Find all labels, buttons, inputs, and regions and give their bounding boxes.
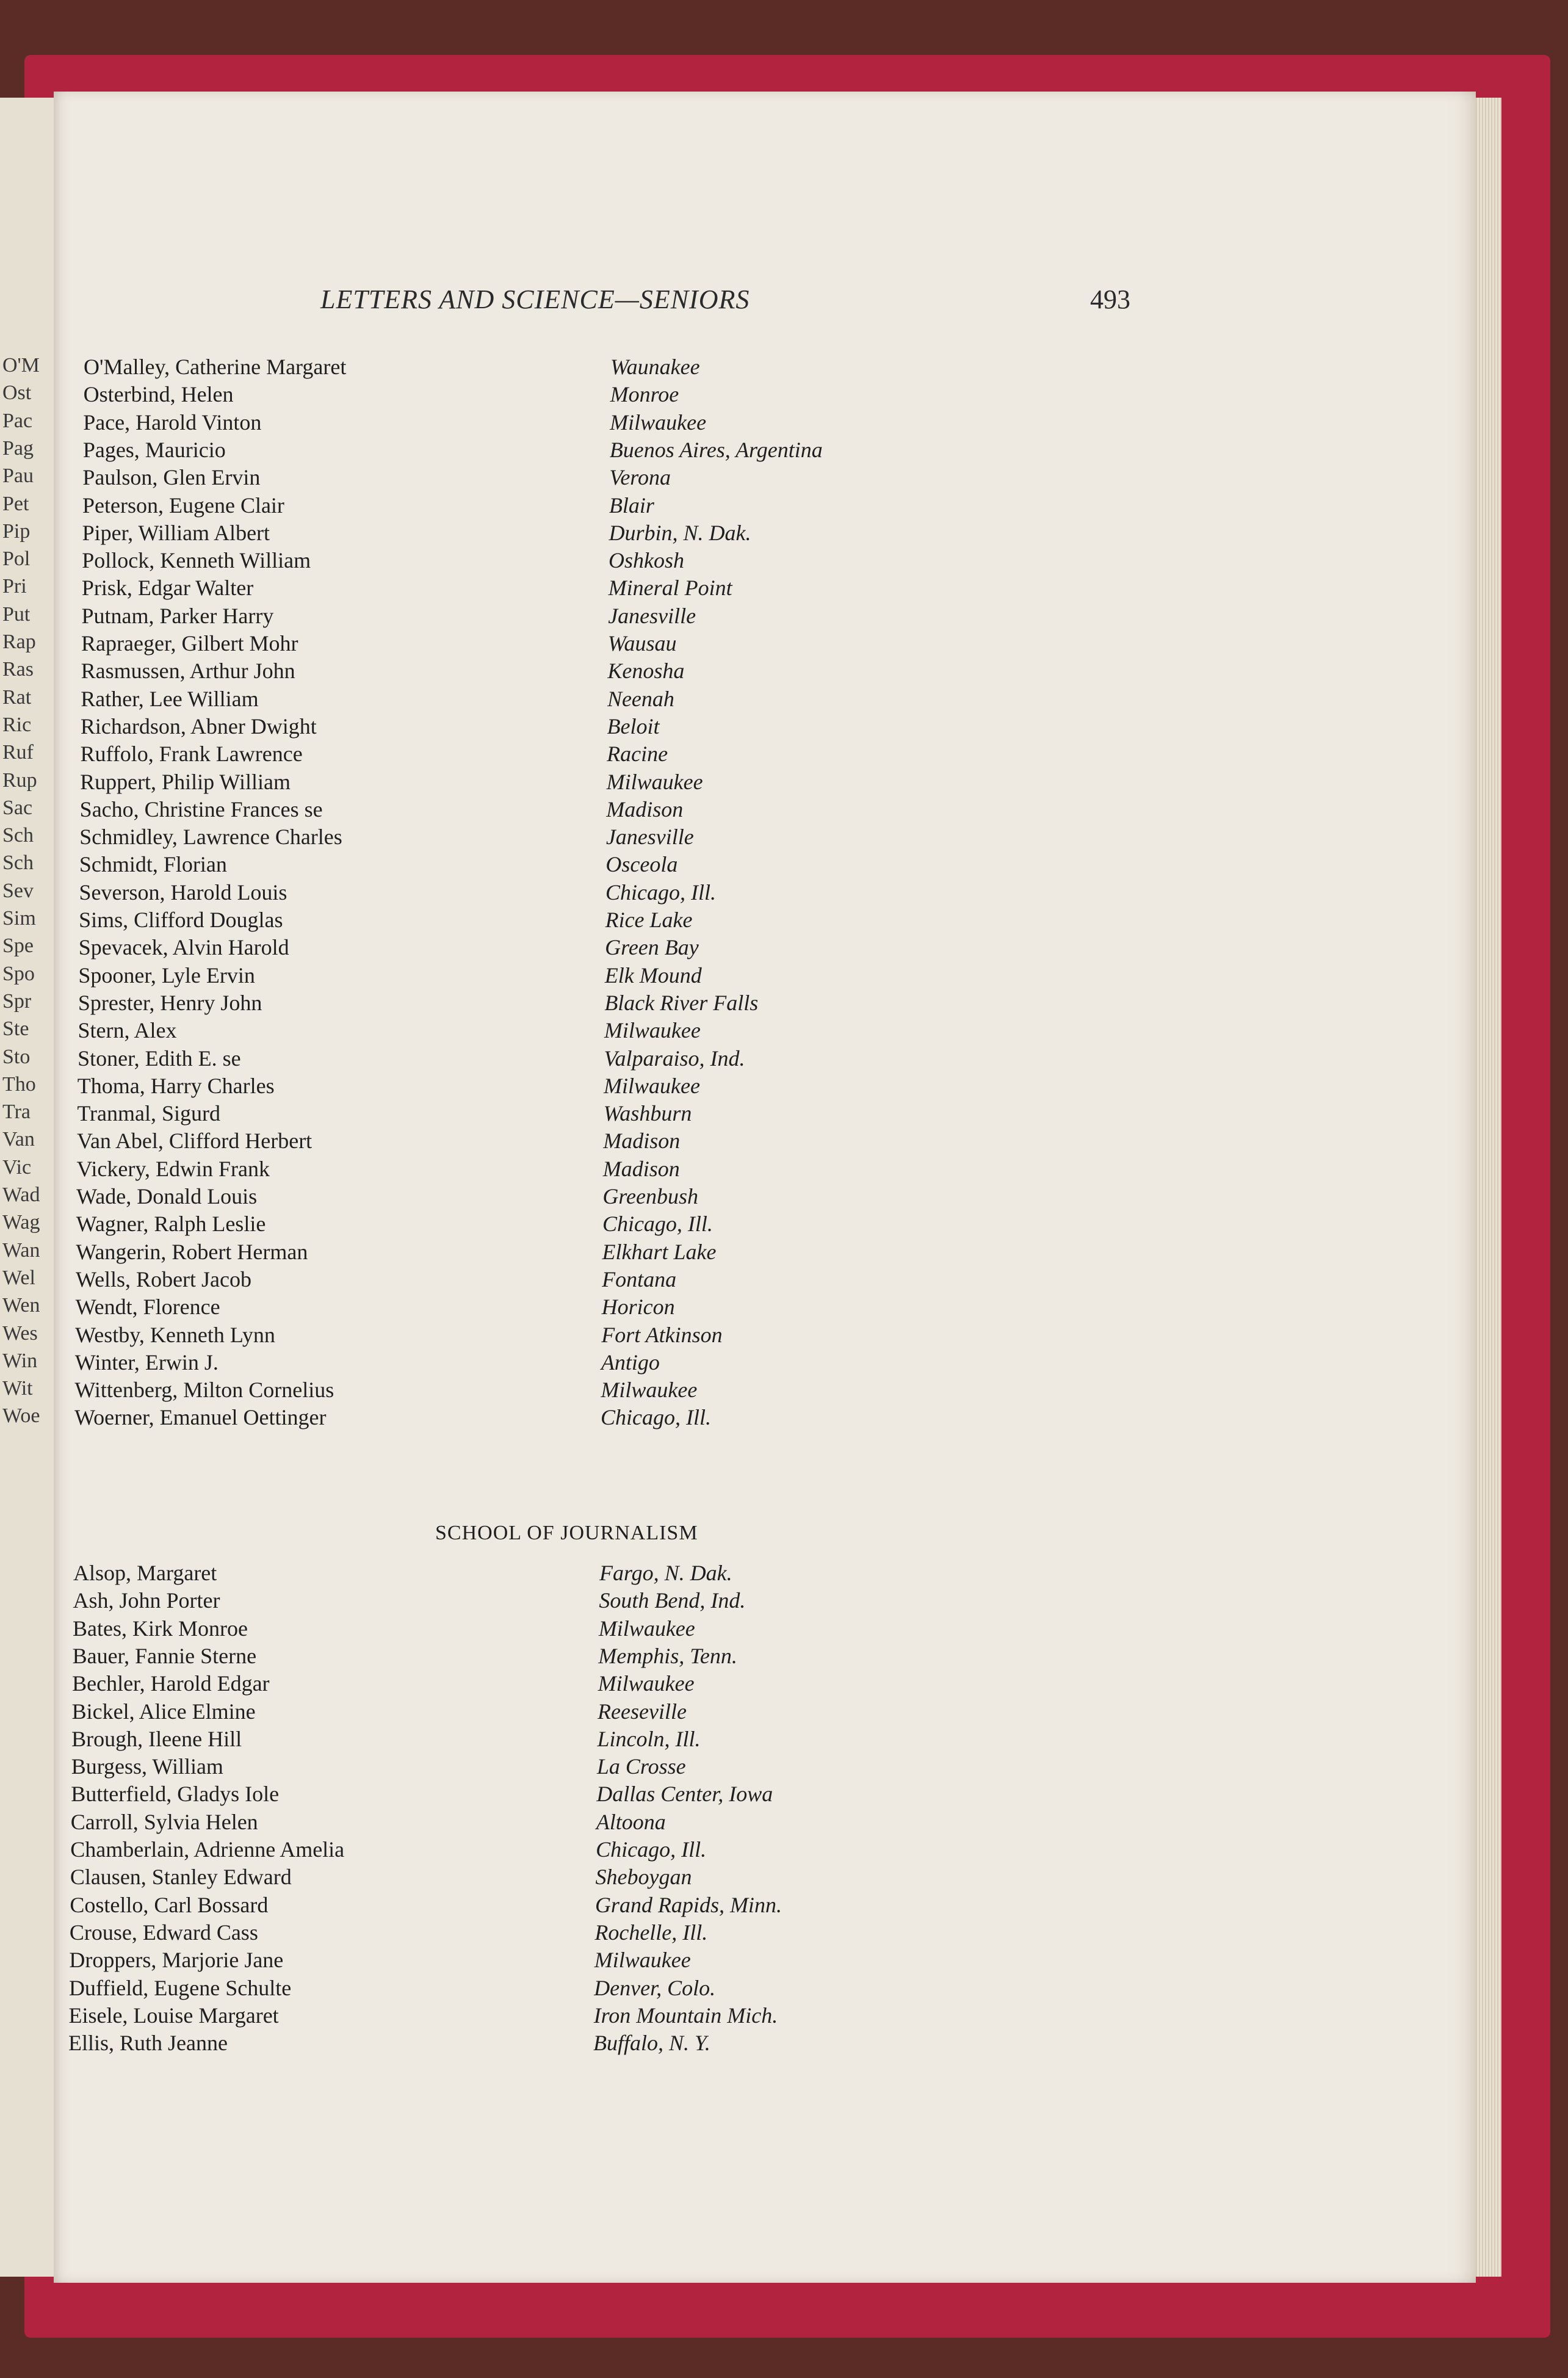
left-page-fragment: Sch [2, 824, 34, 847]
entry-place: Milwaukee [604, 1018, 701, 1043]
entry-place: Mineral Point [608, 576, 732, 601]
entry-name: Thoma, Harry Charles [77, 1073, 275, 1098]
entry-place: Monroe [610, 382, 679, 407]
page-number: 493 [1090, 284, 1130, 314]
entry-place: Antigo [601, 1350, 660, 1375]
entry-place: Elkhart Lake [602, 1239, 717, 1264]
left-page-fragment: Sac [2, 796, 33, 819]
entry-place: Chicago, Ill. [601, 1405, 711, 1430]
left-page-fragment: Pag [2, 436, 34, 460]
entry-name: Winter, Erwin J. [74, 1350, 219, 1375]
entry-name: Droppers, Marjorie Jane [69, 1948, 284, 1973]
entry-name: Paulson, Glen Ervin [82, 465, 261, 490]
left-page-fragment: Woe [2, 1404, 40, 1428]
entry-place: Green Bay [605, 935, 699, 960]
entry-name: Osterbind, Helen [83, 382, 234, 407]
entry-place: Greenbush [602, 1184, 698, 1209]
left-page-fragment: O'M [2, 354, 40, 377]
left-page-fragment: Tra [2, 1100, 31, 1124]
entry-place: Black River Falls [604, 990, 759, 1015]
entry-name: Richardson, Abner Dwight [80, 714, 317, 739]
left-page-fragment: Wag [2, 1211, 40, 1234]
entry-place: Memphis, Tenn. [598, 1643, 737, 1668]
entry-place: Elk Mound [604, 963, 702, 988]
left-page-fragment: Rap [2, 631, 36, 653]
left-page-fragment: Pac [2, 409, 33, 432]
entry-place: Fontana [602, 1267, 677, 1292]
entry-place: Durbin, N. Dak. [609, 520, 751, 545]
left-page-fragment: Wes [2, 1321, 38, 1345]
entry-name: Peterson, Eugene Clair [82, 493, 284, 518]
entry-name: Ruffolo, Frank Lawrence [80, 742, 303, 767]
entry-name: Eisele, Louise Margaret [68, 2003, 279, 2028]
left-page-fragment: Pol [2, 548, 31, 571]
entry-place: Madison [606, 797, 684, 822]
entry-name: Costello, Carl Bossard [70, 1892, 269, 1917]
left-page-fragment: Wan [2, 1238, 40, 1262]
entry-name: Ellis, Ruth Jeanne [68, 2031, 228, 2056]
left-page-fragment: Sev [2, 879, 34, 902]
entry-place: Milwaukee [598, 1616, 695, 1641]
left-page-fragment: Sim [2, 907, 36, 930]
entry-name: Wade, Donald Louis [76, 1184, 258, 1209]
entry-place: Chicago, Ill. [602, 1212, 713, 1237]
left-page-fragment: Pau [2, 464, 34, 488]
entry-name: Alsop, Margaret [73, 1561, 217, 1585]
entry-name: Spooner, Lyle Ervin [78, 963, 255, 988]
left-page-fragment: Rup [2, 768, 37, 792]
entry-name: Piper, William Albert [82, 520, 270, 545]
entry-place: Milwaukee [606, 769, 703, 794]
left-page-fragment: Ste [2, 1017, 29, 1041]
entry-place: Lincoln, Ill. [597, 1726, 701, 1751]
entry-place: Iron Mountain Mich. [593, 2003, 778, 2028]
entry-place: Chicago, Ill. [605, 880, 716, 905]
entry-name: Severson, Harold Louis [79, 880, 287, 905]
left-page-fragment: Put [2, 602, 31, 626]
left-page-fragment: Ost [2, 381, 32, 405]
entry-place: Valparaiso, Ind. [604, 1046, 745, 1071]
left-page-fragment: Rat [2, 685, 32, 709]
left-page-fragment: Sto [2, 1045, 31, 1068]
left-page-edge [0, 98, 58, 2277]
entry-name: Bechler, Harold Edgar [72, 1671, 270, 1696]
entry-name: Westby, Kenneth Lynn [75, 1322, 275, 1347]
entry-name: Bates, Kirk Monroe [73, 1616, 248, 1641]
entry-name: Bauer, Fannie Sterne [72, 1643, 257, 1668]
entry-place: Milwaukee [598, 1671, 695, 1696]
entry-name: Sims, Clifford Douglas [79, 908, 283, 932]
left-page-fragment: Vic [2, 1155, 32, 1179]
entry-name: Clausen, Stanley Edward [70, 1865, 292, 1890]
left-page-fragment: Wen [2, 1294, 40, 1317]
entry-name: Crouse, Edward Cass [69, 1920, 258, 1945]
entry-place: Osceola [605, 852, 678, 877]
entry-place: Washburn [603, 1101, 692, 1126]
entry-place: La Crosse [596, 1754, 686, 1779]
left-page-fragment: Wad [2, 1184, 40, 1206]
entry-place: Neenah [607, 686, 674, 711]
entry-place: South Bend, Ind. [599, 1588, 746, 1613]
entry-name: Rasmussen, Arthur John [81, 659, 295, 684]
entry-name: Pollock, Kenneth William [82, 548, 311, 573]
entry-place: Waunakee [610, 355, 700, 379]
entry-place: Horicon [601, 1295, 675, 1320]
entry-name: Burgess, William [71, 1754, 223, 1779]
entry-name: Stern, Alex [78, 1018, 177, 1043]
entry-name: O'Malley, Catherine Margaret [84, 355, 347, 379]
entry-place: Janesville [608, 603, 696, 628]
left-page-fragment: Van [2, 1128, 35, 1151]
entry-name: Chamberlain, Adrienne Amelia [70, 1837, 345, 1862]
entry-name: Vickery, Edwin Frank [76, 1156, 270, 1181]
left-page-fragment: Wel [2, 1266, 35, 1289]
entry-place: Milwaukee [610, 410, 707, 435]
left-page-fragment: Win [2, 1349, 38, 1372]
entry-name: Ash, John Porter [73, 1588, 220, 1613]
entry-place: Wausau [607, 631, 677, 656]
entry-place: Grand Rapids, Minn. [594, 1892, 782, 1917]
entry-place: Milwaukee [601, 1378, 698, 1403]
entry-name: Ruppert, Philip William [80, 769, 291, 794]
entry-name: Pages, Mauricio [82, 437, 226, 462]
entry-name: Van Abel, Clifford Herbert [76, 1129, 313, 1154]
journalism-heading: SCHOOL OF JOURNALISM [435, 1522, 698, 1544]
entry-name: Sprester, Henry John [78, 990, 262, 1015]
entry-name: Wangerin, Robert Herman [76, 1239, 308, 1264]
entry-name: Sacho, Christine Frances se [79, 797, 323, 822]
entry-place: Fargo, N. Dak. [599, 1561, 732, 1585]
entry-place: Rice Lake [605, 908, 693, 932]
entry-name: Schmidley, Lawrence Charles [79, 825, 342, 850]
left-page-fragment: Pip [2, 519, 31, 543]
entry-place: Beloit [607, 714, 660, 739]
entry-name: Rapraeger, Gilbert Mohr [81, 631, 298, 656]
entry-name: Carroll, Sylvia Helen [70, 1809, 258, 1834]
entry-place: Reeseville [598, 1699, 687, 1724]
entry-place: Rochelle, Ill. [594, 1920, 708, 1945]
entry-place: Racine [607, 742, 668, 767]
left-page-fragment: Pet [2, 492, 29, 515]
entry-place: Denver, Colo. [594, 1975, 716, 2000]
entry-place: Sheboygan [595, 1865, 692, 1890]
entry-place: Madison [602, 1156, 680, 1181]
entry-name: Tranmal, Sigurd [77, 1101, 221, 1126]
entry-name: Wagner, Ralph Leslie [76, 1212, 266, 1237]
entry-name: Wells, Robert Jacob [75, 1267, 252, 1292]
entry-name: Woerner, Emanuel Oettinger [74, 1405, 327, 1430]
entry-place: Blair [609, 493, 654, 518]
entry-name: Prisk, Edgar Walter [81, 576, 254, 601]
entry-name: Putnam, Parker Harry [81, 603, 274, 628]
left-page-fragment: Spo [2, 962, 35, 985]
entry-place: Buenos Aires, Argentina [609, 437, 823, 462]
left-page-fragment: Wit [2, 1377, 33, 1400]
left-page-fragment: Ric [2, 713, 32, 736]
entry-place: Fort Atkinson [601, 1322, 723, 1347]
entry-place: Madison [603, 1129, 681, 1154]
left-page-fragment: Sch [2, 851, 34, 875]
left-page-fragment: Pri [2, 575, 27, 598]
entry-place: Kenosha [607, 659, 685, 684]
entry-name: Wendt, Florence [75, 1295, 220, 1320]
entry-name: Wittenberg, Milton Cornelius [74, 1378, 334, 1403]
left-page-fragment: Ras [2, 658, 34, 681]
entry-name: Duffield, Eugene Schulte [68, 1975, 292, 2000]
entry-place: Oshkosh [609, 548, 685, 573]
entry-place: Dallas Center, Iowa [596, 1782, 773, 1807]
left-page-fragment: Ruf [2, 741, 34, 764]
entry-name: Butterfield, Gladys Iole [71, 1782, 280, 1807]
entry-place: Altoona [596, 1809, 666, 1834]
entry-name: Spevacek, Alvin Harold [78, 935, 289, 960]
entry-name: Brough, Ileene Hill [71, 1726, 242, 1751]
entry-name: Pace, Harold Vinton [83, 410, 262, 435]
entry-name: Schmidt, Florian [79, 852, 227, 877]
running-header: LETTERS AND SCIENCE—SENIORS [320, 284, 750, 314]
entry-place: Buffalo, N. Y. [593, 2031, 710, 2056]
entry-place: Janesville [605, 825, 694, 850]
left-page-fragment: Spr [2, 989, 32, 1013]
left-page-fragment: Spe [2, 934, 34, 958]
entry-place: Chicago, Ill. [596, 1837, 707, 1862]
entry-place: Milwaukee [604, 1073, 700, 1098]
entry-place: Milwaukee [594, 1948, 691, 1973]
entry-name: Rather, Lee William [81, 686, 259, 711]
left-page-fragment: Tho [2, 1072, 36, 1096]
entry-place: Verona [609, 465, 671, 490]
entry-name: Stoner, Edith E. se [78, 1046, 241, 1071]
entry-name: Bickel, Alice Elmine [71, 1699, 256, 1724]
